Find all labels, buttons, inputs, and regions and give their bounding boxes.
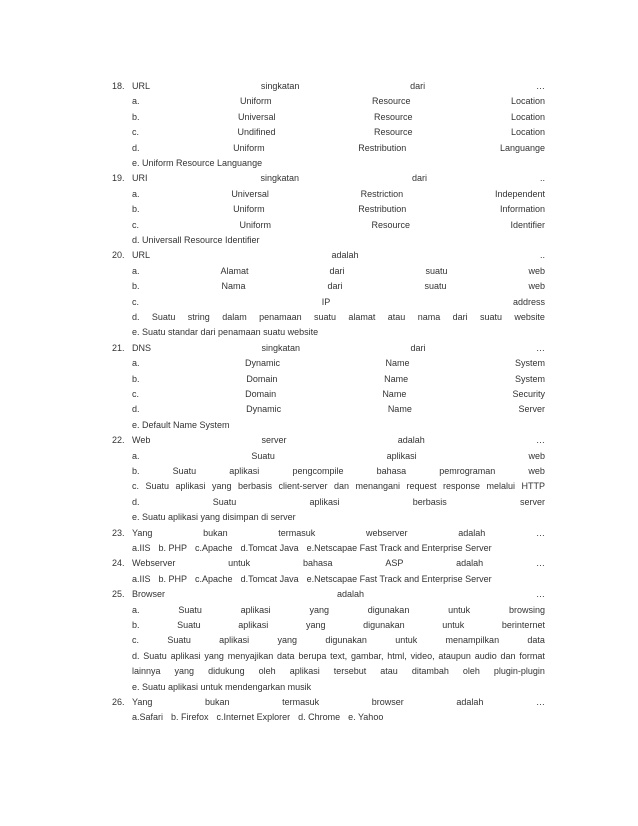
line-text <box>132 111 545 123</box>
word: Yang <box>132 697 153 707</box>
word: e.Netscapae Fast Track and Enterprise Server <box>306 543 492 553</box>
word: c. <box>132 219 140 230</box>
word: Security <box>512 389 545 399</box>
word: untuk <box>395 635 418 646</box>
word: Suatu <box>167 635 191 646</box>
question-number: 26. <box>112 697 125 707</box>
word: pemrograman <box>439 466 496 476</box>
word: didukung <box>208 666 245 677</box>
line-text <box>132 311 545 323</box>
question-line <box>112 557 545 569</box>
word: a. <box>132 188 140 199</box>
line-text <box>132 604 545 616</box>
word: aplikasi <box>309 496 340 507</box>
word: a. <box>132 604 140 615</box>
line-text <box>132 142 545 154</box>
line-text <box>132 126 545 138</box>
line-text <box>132 496 545 508</box>
word: URI <box>132 173 148 184</box>
word: d. Chrome <box>298 712 341 723</box>
word: Domain <box>246 373 278 384</box>
word: c.Apache <box>195 573 233 584</box>
word: singkatan <box>260 81 300 91</box>
line-text <box>132 188 545 200</box>
word: untuk <box>228 558 251 569</box>
word: website <box>514 312 545 322</box>
word: d. <box>132 142 140 153</box>
option-line <box>112 126 545 138</box>
option-line <box>112 203 545 215</box>
line-text <box>132 373 545 385</box>
line-text <box>132 357 545 369</box>
word: Uniform <box>239 96 272 107</box>
word: b. <box>132 373 140 384</box>
line-text <box>132 234 545 246</box>
line-text <box>132 342 545 354</box>
word: a. <box>132 96 140 107</box>
word: Suatu <box>143 650 167 661</box>
word: dari <box>410 81 426 91</box>
word: dari <box>329 265 345 276</box>
word: digunakan <box>363 620 405 630</box>
option-line <box>112 326 545 338</box>
word: untuk <box>442 620 465 630</box>
word: termasuk <box>282 697 320 707</box>
word: suatu <box>479 312 503 322</box>
word: Languange <box>499 142 545 153</box>
option-line <box>112 665 545 677</box>
option-line <box>112 650 545 662</box>
word: Suatu <box>178 604 202 615</box>
word: HTTP <box>521 481 545 492</box>
word: dan <box>500 650 516 661</box>
word: lainnya <box>132 666 161 677</box>
word: Resource <box>371 96 411 107</box>
question-line <box>112 172 545 184</box>
line-text <box>132 172 545 184</box>
word: d. Universall Resource Identifier <box>132 235 260 245</box>
word: data <box>277 650 295 661</box>
option-line <box>112 542 545 554</box>
word: … <box>536 435 545 446</box>
word: Suatu <box>177 620 201 630</box>
word: e. Default Name System <box>132 419 230 430</box>
word: nama <box>417 312 441 322</box>
word: aplikasi <box>219 635 250 646</box>
option-line <box>112 157 545 169</box>
word: oleh <box>462 666 480 677</box>
line-text <box>132 588 545 600</box>
word: ataupun <box>438 650 471 661</box>
word: menampilkan <box>445 635 500 646</box>
word: … <box>535 558 545 569</box>
word: Suatu <box>151 312 176 322</box>
line-text <box>132 480 545 492</box>
option-line <box>112 419 545 431</box>
word: yang <box>305 620 326 630</box>
line-text <box>132 542 545 554</box>
word: Restribution <box>358 204 407 215</box>
word: Dynamic <box>244 358 280 369</box>
word: menangani <box>355 481 400 492</box>
word: yang <box>204 650 224 661</box>
word: b. Firefox <box>171 712 209 723</box>
question-line <box>112 80 545 92</box>
word: d.Tomcat Java <box>240 573 299 584</box>
question-line <box>112 527 545 539</box>
line-text <box>132 95 545 107</box>
word: a. <box>132 358 140 369</box>
word: pengcompile <box>292 466 344 476</box>
word: tersebut <box>333 666 367 677</box>
word: Resource <box>373 127 413 138</box>
word: adalah <box>336 589 365 600</box>
word: string <box>187 312 210 322</box>
line-text <box>132 511 545 523</box>
line-text <box>132 157 545 169</box>
line-text <box>132 219 545 231</box>
word: adalah <box>331 250 359 261</box>
question-number: 24. <box>112 558 125 569</box>
option-line <box>112 465 545 477</box>
word: aplikasi <box>238 620 269 630</box>
word: web <box>528 466 545 476</box>
line-text <box>132 665 545 677</box>
word: a. <box>132 450 140 461</box>
word: dari <box>410 342 426 353</box>
word: adalah <box>456 697 484 707</box>
word: text, <box>330 650 348 661</box>
word: Browser <box>132 589 166 600</box>
line-text <box>132 465 545 477</box>
word: .. <box>539 250 545 261</box>
word: e. Suatu standar dari penamaan suatu website <box>132 327 319 338</box>
line-text <box>132 681 545 693</box>
word: aplikasi <box>170 650 201 661</box>
word: html, <box>387 650 407 661</box>
question-number: 22. <box>112 435 125 446</box>
word: Suatu <box>212 496 237 507</box>
word: browser <box>371 697 404 707</box>
option-line <box>112 403 545 415</box>
word: IP <box>321 296 331 307</box>
option-line <box>112 496 545 508</box>
word: … <box>536 81 545 91</box>
word: adalah <box>456 558 484 569</box>
line-text <box>132 265 545 277</box>
word: plugin-plugin <box>493 666 545 677</box>
option-line <box>112 219 545 231</box>
word: address <box>512 296 545 307</box>
word: e. Uniform Resource Languange <box>132 158 263 168</box>
word: berbasis <box>412 496 447 507</box>
word: termasuk <box>278 527 316 538</box>
word: yang <box>211 481 232 492</box>
line-text <box>132 403 545 415</box>
word: Suatu <box>251 450 275 461</box>
question-line <box>112 588 545 600</box>
word: Uniform <box>233 204 265 215</box>
word: penamaan <box>259 312 302 322</box>
word: Uniform <box>239 219 271 230</box>
word: yang <box>309 604 329 615</box>
word: aplikasi <box>289 666 320 677</box>
word: c.Apache <box>195 543 233 553</box>
word: Suatu <box>172 466 197 476</box>
word: e. Suatu aplikasi yang disimpan di server <box>132 512 296 523</box>
word: System <box>514 358 545 369</box>
word: audio <box>474 650 497 661</box>
word: ASP <box>385 558 404 569</box>
line-text <box>132 650 545 662</box>
word: server <box>261 435 287 446</box>
word: Server <box>518 404 545 415</box>
word: dari <box>452 312 468 322</box>
word: dari <box>327 281 343 292</box>
word: yang <box>277 635 298 646</box>
line-text <box>132 696 545 708</box>
word: untuk <box>448 604 471 615</box>
word: request <box>406 481 437 492</box>
line-text <box>132 573 545 585</box>
word: Location <box>510 111 545 122</box>
word: b. PHP <box>158 573 188 584</box>
word: d. <box>132 496 140 507</box>
word: … <box>535 589 545 600</box>
word: .. <box>539 173 545 184</box>
word: Alamat <box>220 265 249 276</box>
word: dalam <box>222 312 247 322</box>
word: Restriction <box>360 188 404 199</box>
word: web <box>528 450 545 461</box>
word: Uniform <box>233 142 265 153</box>
line-text <box>132 203 545 215</box>
word: Independent <box>494 188 545 199</box>
word: dari <box>411 173 427 184</box>
word: … <box>535 342 545 353</box>
question-number: 21. <box>112 342 125 353</box>
word: digunakan <box>325 635 367 646</box>
word: Nama <box>221 281 246 292</box>
line-text <box>132 80 545 92</box>
word: suatu <box>425 265 448 276</box>
option-line <box>112 234 545 246</box>
word: e. Yahoo <box>348 712 384 723</box>
word: c. <box>132 635 140 646</box>
word: … <box>535 527 545 538</box>
word: Suatu <box>145 481 170 492</box>
word: c.Internet Explorer <box>216 712 291 723</box>
word: b. <box>132 111 140 122</box>
word: aplikasi <box>240 604 271 615</box>
option-line <box>112 142 545 154</box>
word: a.Safari <box>132 712 164 723</box>
word: a. <box>132 265 140 276</box>
word: digunakan <box>367 604 410 615</box>
word: atau <box>387 312 406 322</box>
question-line <box>112 342 545 354</box>
word: Name <box>384 373 409 384</box>
question-number: 20. <box>112 250 125 261</box>
word: client-server <box>278 481 328 492</box>
option-line <box>112 711 545 723</box>
word: Resource <box>373 111 413 122</box>
word: b. <box>132 466 140 476</box>
question-number: 23. <box>112 527 125 538</box>
option-line <box>112 265 545 277</box>
line-text <box>132 450 545 462</box>
word: b. PHP <box>158 543 188 553</box>
option-line <box>112 388 545 400</box>
word: c. <box>132 481 140 492</box>
word: Location <box>510 127 545 138</box>
word: suatu <box>424 281 447 292</box>
option-line <box>112 619 545 631</box>
word: aplikasi <box>229 466 260 476</box>
line-text <box>132 711 545 723</box>
word: Web <box>132 435 151 446</box>
word: berbasis <box>237 481 272 492</box>
word: b. <box>132 281 140 292</box>
word: ditambah <box>411 666 449 677</box>
word: bahasa <box>376 466 407 476</box>
word: b. <box>132 204 140 215</box>
word: e.Netscapae Fast Track and Enterprise Server <box>306 573 492 584</box>
word: c. <box>132 296 140 307</box>
word: menyajikan <box>227 650 274 661</box>
word: Webserver <box>132 558 176 569</box>
word: d. <box>132 312 140 322</box>
word: response <box>442 481 480 492</box>
word: URL <box>132 250 151 261</box>
option-line <box>112 604 545 616</box>
option-line <box>112 450 545 462</box>
word: … <box>536 697 545 707</box>
word: Universal <box>231 188 269 199</box>
word: atau <box>380 666 398 677</box>
word: berupa <box>298 650 327 661</box>
question-line <box>112 434 545 446</box>
word: oleh <box>258 666 276 677</box>
word: adalah <box>397 435 425 446</box>
word: aplikasi <box>386 450 417 461</box>
word: browsing <box>508 604 545 615</box>
word: Location <box>510 96 545 107</box>
option-line <box>112 634 545 646</box>
option-line <box>112 681 545 693</box>
word: melalui <box>486 481 515 492</box>
option-line <box>112 280 545 292</box>
line-text <box>132 326 545 338</box>
question-number: 18. <box>112 81 125 91</box>
word: Restribution <box>358 142 407 153</box>
word: d. <box>132 404 140 415</box>
option-line <box>112 573 545 585</box>
word: c. <box>132 389 140 399</box>
word: format <box>519 650 545 661</box>
word: Domain <box>245 389 277 399</box>
line-text <box>132 527 545 539</box>
word: Identifier <box>510 219 545 230</box>
word: d.Tomcat Java <box>240 543 299 553</box>
line-text <box>132 280 545 292</box>
option-line <box>112 357 545 369</box>
word: a.IIS <box>132 543 151 553</box>
word: Information <box>499 204 545 215</box>
option-line <box>112 311 545 323</box>
word: e. Suatu aplikasi untuk mendengarkan musik <box>132 681 312 692</box>
word: Undifined <box>237 127 276 138</box>
option-line <box>112 111 545 123</box>
word: bukan <box>204 697 230 707</box>
word: gambar, <box>350 650 384 661</box>
question-line <box>112 696 545 708</box>
line-text <box>132 557 545 569</box>
line-text <box>132 434 545 446</box>
line-text <box>132 249 545 261</box>
word: Name <box>387 404 412 415</box>
word: adalah <box>458 527 486 538</box>
word: bukan <box>203 527 228 538</box>
word: b. <box>132 620 140 630</box>
word: berinternet <box>501 620 545 630</box>
word: bahasa <box>302 558 333 569</box>
question-number: 25. <box>112 589 125 600</box>
word: d. <box>132 650 140 661</box>
word: URL <box>132 81 151 91</box>
line-text <box>132 388 545 400</box>
option-line <box>112 373 545 385</box>
word: web <box>528 265 545 276</box>
line-text <box>132 634 545 646</box>
word: Name <box>385 358 410 369</box>
option-line <box>112 511 545 523</box>
word: Yang <box>132 527 153 538</box>
option-line <box>112 480 545 492</box>
word: Dynamic <box>246 404 282 415</box>
word: alamat <box>348 312 376 322</box>
word: c. <box>132 127 140 138</box>
word: Name <box>382 389 407 399</box>
word: video, <box>410 650 435 661</box>
word: dan <box>333 481 349 492</box>
word: data <box>527 635 545 646</box>
line-text <box>132 296 545 308</box>
word: DNS <box>132 342 152 353</box>
word: singkatan <box>261 342 301 353</box>
word: yang <box>174 666 195 677</box>
option-line <box>112 188 545 200</box>
question-number: 19. <box>112 173 125 184</box>
line-text <box>132 619 545 631</box>
word: singkatan <box>260 173 299 184</box>
word: Universal <box>237 111 276 122</box>
line-text <box>132 419 545 431</box>
word: System <box>514 373 545 384</box>
word: Resource <box>371 219 410 230</box>
word: webserver <box>366 527 408 538</box>
word: a.IIS <box>132 573 151 584</box>
option-line <box>112 296 545 308</box>
question-line <box>112 249 545 261</box>
word: server <box>519 496 545 507</box>
option-line <box>112 95 545 107</box>
word: web <box>528 281 545 292</box>
word: suatu <box>314 312 337 322</box>
word: aplikasi <box>175 481 206 492</box>
